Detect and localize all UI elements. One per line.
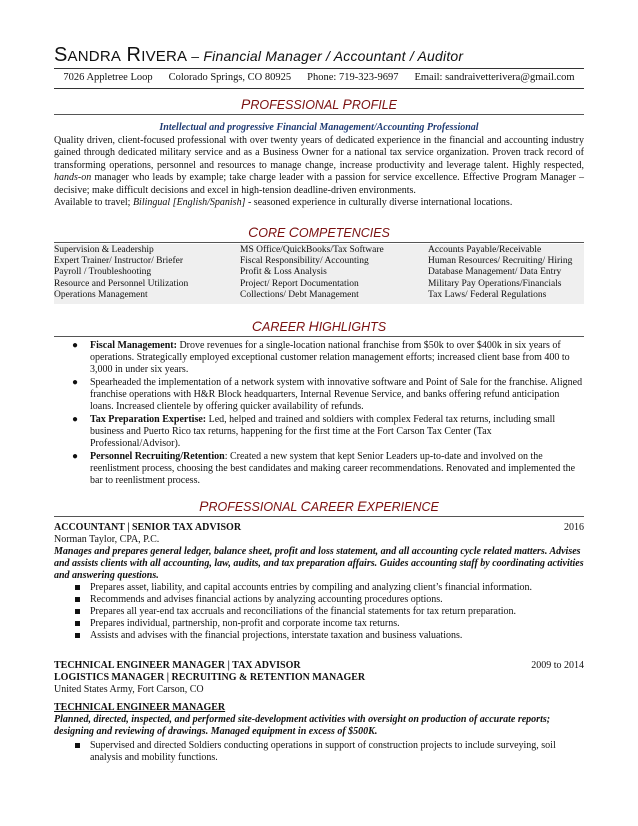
contact-email[interactable]: Email: sandraivetterivera@gmail.com [414,72,575,83]
job1-title: ACCOUNTANT | SENIOR TAX ADVISOR [54,522,242,533]
duty-text: Prepares all year-end tax accruals and reconciliations of the financial statements for tax return preparation. [90,606,517,617]
bullet-icon: ● [72,377,79,388]
title-rest: IGHLIGHTS [318,320,387,334]
title-rest: XPERIENCE [366,500,439,514]
profile-italic: hands-on [54,172,92,184]
highlight-label: Fiscal Management: [90,340,177,351]
title-rest: AREER [262,320,309,334]
contact-phone: Phone: 719-323-9697 [307,72,399,83]
list-item [54,630,584,642]
candidate-name [54,44,463,67]
job1-duties [54,582,584,642]
competency-item: Profit & Loss Analysis [240,267,327,278]
profile-paragraph [54,135,584,197]
availability-italic: Bilingual [English/Spanish] [132,197,246,208]
title-cap: P [199,498,209,514]
title-cap: P [342,96,352,112]
highlights-list [54,340,584,488]
availability-text: Available to travel; [54,197,133,208]
list-item [54,414,584,450]
highlight-label: Tax Preparation Expertise: [90,414,207,425]
header-rule [54,68,584,69]
duty-text: Prepares individual, partnership, non-profit and corporate income tax returns. [90,618,400,629]
duty-text: Assists and advises with the financial projections, interstate taxation and business valuations. [90,630,463,641]
profile-title [54,96,584,112]
contact-rule [54,88,584,89]
highlights-rule [54,336,584,337]
title-cap: C [248,224,259,240]
job2-title: TECHNICAL ENGINEER MANAGER | TAX ADVISOR [54,660,301,671]
job2-year: 2009 to 2014 [531,660,584,671]
contact-line [54,72,584,83]
contact-city: Colorado Springs, CO 80925 [168,72,292,83]
job-subtitle: Financial Manager / Accountant / Auditor [203,48,464,64]
experience-title [54,498,584,514]
list-item [54,582,584,594]
job1-year: 2016 [564,522,584,533]
competency-item: Military Pay Operations/Financials [428,278,562,289]
square-bullet-icon [75,633,80,638]
profile-rule [54,114,584,115]
list-item [54,618,584,630]
competency-item: Expert Trainer/ Instructor/ Briefer [54,256,184,267]
title-cap: E [357,498,367,514]
square-bullet-icon [75,743,80,748]
title-cap: P [240,96,251,112]
title-rest: ROFILE [351,98,397,112]
profile-headline: Intellectual and progressive Financial Management/Accounting Professional [159,122,479,133]
list-item [54,377,584,413]
contact-address: 7026 Appletree Loop [63,72,153,83]
name-last: IVERA [141,48,188,65]
list-item [54,606,584,618]
list-item [54,740,584,764]
job3-summary: Planned, directed, inspected, and performed site-development activities with oversight on production of accurate reports; designing and reviewing of drawings. Managed equipment in excess of $500K. [54,714,551,737]
competency-item: Human Resources/ Recruiting/ Hiring [428,256,573,267]
highlight-text: Led, helped and trained and soldiers with complex Federal tax returns, including small business and Puerto Rico tax returns, happening for the first time at the Fort Carson Tax Center (Tax Professional/Advisor). [90,414,556,449]
competencies-rule [54,242,584,243]
list-item [54,340,584,376]
job1-summary: Manages and prepares general ledger, balance sheet, profit and loss statement, and all accounting cycle related matters. Advises and assists clients with all accounting, law, audits, and tax preparation affairs. Guides accounting staff by coordinating activities and answering questions. [54,546,584,581]
bullet-icon: ● [72,340,79,351]
job3-title: TECHNICAL ENGINEER MANAGER [54,702,226,713]
competency-item: Supervision & Leadership [54,245,154,255]
highlight-label: Personnel Recruiting/Retention [90,451,225,462]
competency-item: Payroll / Troubleshooting [54,267,152,278]
title-cap: H [308,318,319,334]
title-cap: C [288,224,299,240]
competency-item: Database Management/ Data Entry [428,267,562,278]
profile-availability [54,197,584,209]
job2-subtitle: LOGISTICS MANAGER | RECRUITING & RETENTION MANAGER [54,672,366,683]
bullet-icon: ● [72,414,79,425]
highlight-text: Spearheaded the implementation of a network system with innovative software and Point of Sale for the franchise. Aligned franchise operations with H&R Block headquarters, Internal Revenue Service, and banks offering refund anticipation loans. Increased clientele by offering quicker availability of refunds. [90,377,583,412]
profile-text: manager who leads by example; take charge leader with a passion for service excellence. Effective Program Manager – decisive; make difficult decisions and excel in high-tension deadline-driven environments. [54,172,584,196]
competency-item: Tax Laws/ Federal Regulations [428,289,547,300]
name-dash: – [187,48,204,64]
highlight-text: : Created a new system that kept Senior Leaders up-to-date and involved on the reenlistment process, choosing the best candidates and making career recommendations. Renovated and implemented the bar to reenlistment process. [90,451,576,486]
availability-text: - seasoned experience in culturally diverse international locations. [245,197,513,208]
job1-title-row [54,522,584,534]
job3-duties [54,740,584,764]
job3-title-row [54,702,584,714]
square-bullet-icon [75,621,80,626]
duty-text: Prepares asset, liability, and capital accounts entries by compiling and analyzing client’s financial information. [90,582,532,593]
competencies-col-2 [240,245,384,301]
name-first: ANDRA [67,48,122,65]
list-item [54,451,584,487]
profile-text: Quality driven, client-focused professional with over twenty years of dedicated experience in the financial and accounting industry gained through dedicated military service and as a Business Owner for a national tax service organization. Proven track record of transforming operations, personnel and resources to manage change, increase productivity and leverage talent. Highly respected, [54,135,584,171]
competency-item: Collections/ Debt Management [240,289,359,300]
title-rest: ROFESSIONAL [250,98,343,112]
bullet-icon: ● [72,451,79,462]
job2-title-2 [54,672,584,684]
title-rest: AREER [310,500,358,514]
job2-title-row [54,660,584,672]
highlights-title [54,318,584,334]
competencies-col-3 [428,245,572,301]
competencies-col-1 [54,245,188,301]
job2-employer: United States Army, Fort Carson, CO [54,684,204,695]
highlight-text: Drove revenues for a single-location national franchise from $50k to over $400k in six years of operations. Strategically employed exceptional customer relation management efforts; increased client base from 400 to 3,000 in under six years. [90,340,570,375]
square-bullet-icon [75,585,80,590]
competency-item: MS Office/QuickBooks/Tax Software [240,245,384,255]
list-item [54,594,584,606]
competency-item: Accounts Payable/Receivable [428,245,542,255]
name-initial: S [54,44,68,66]
job1-employer: Norman Taylor, CPA, P.C. [54,534,160,545]
experience-rule [54,516,584,517]
title-rest: ROFESSIONAL [208,500,301,514]
title-cap: C [251,318,263,334]
competency-item: Fiscal Responsibility/ Accounting [240,256,369,267]
duty-text: Supervised and directed Soldiers conducting operations in support of construction projects to include surveying, soil analysis and mobility functions. [90,740,556,763]
competencies-title [54,224,584,240]
competency-item: Project/ Report Documentation [240,278,359,289]
duty-text: Recommends and advises financial actions by analyzing accounting procedures options. [90,594,443,605]
square-bullet-icon [75,597,80,602]
title-rest: ORE [258,226,289,240]
square-bullet-icon [75,609,80,614]
competency-item: Operations Management [54,289,148,300]
competency-item: Resource and Personnel Utilization [54,278,189,289]
title-rest: OMPETENCIES [298,226,390,240]
name-last-initial: R [126,44,142,66]
title-cap: C [300,498,311,514]
